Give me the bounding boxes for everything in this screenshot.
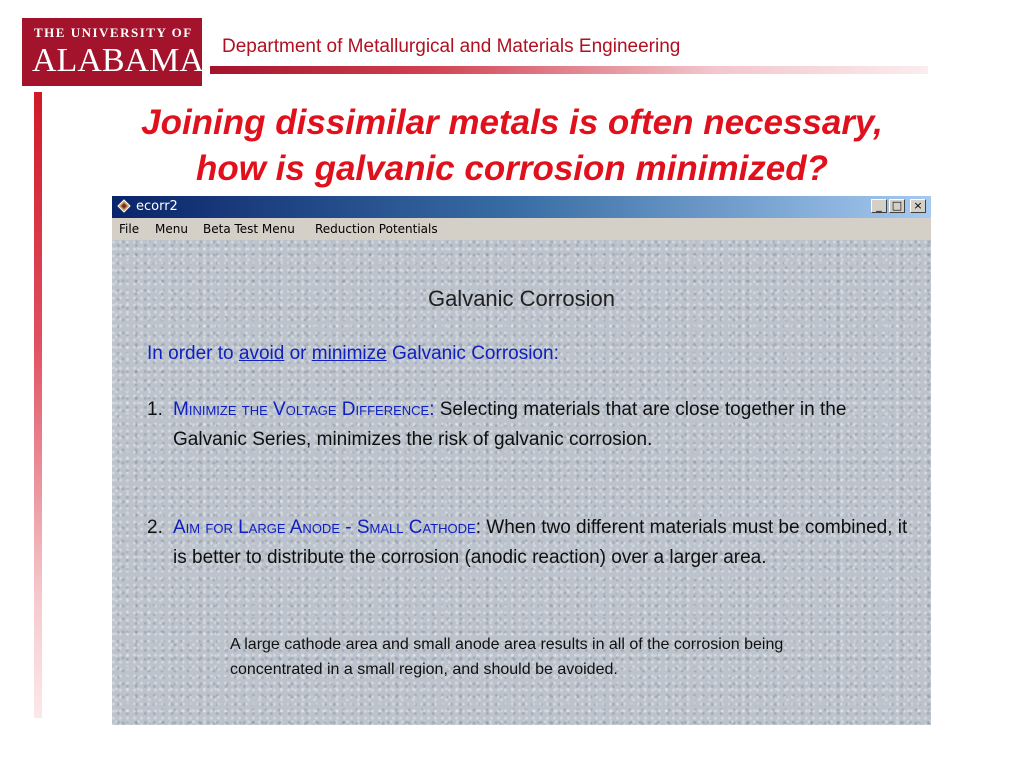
menu-reduction-potentials[interactable]: Reduction Potentials bbox=[315, 222, 438, 236]
intro-line bbox=[147, 343, 559, 365]
item-1-number: 1. bbox=[147, 399, 163, 420]
university-logo bbox=[22, 18, 202, 86]
window-content bbox=[112, 240, 931, 725]
intro-or: or bbox=[284, 343, 312, 364]
intro-avoid-link[interactable]: avoid bbox=[238, 343, 285, 364]
menu-menu[interactable]: Menu bbox=[155, 222, 188, 236]
app-window bbox=[112, 196, 931, 725]
item-1-text: Selecting materials that are close together in the Galvanic Series, minimizes the risk of galvanic corrosion. bbox=[173, 399, 847, 450]
item-2-body bbox=[173, 513, 917, 573]
item-2-text: When two different materials must be combined, it is better to distribute the corrosion (anodic reaction) over a larger area. bbox=[173, 517, 908, 568]
logo-big-text: ALABAMA bbox=[32, 42, 204, 79]
item-2-colon: : bbox=[475, 517, 481, 538]
slide-title-line-2: how is galvanic corrosion minimized? bbox=[195, 149, 829, 188]
slide-title bbox=[60, 100, 964, 192]
list-item-1 bbox=[147, 395, 917, 455]
window-titlebar[interactable] bbox=[112, 196, 931, 218]
app-icon bbox=[117, 199, 131, 213]
department-name: Department of Metallurgical and Materials Engineering bbox=[222, 36, 681, 57]
side-divider bbox=[34, 92, 42, 718]
intro-pre: In order to bbox=[147, 343, 239, 364]
maximize-button[interactable]: □ bbox=[889, 199, 905, 213]
item-1-heading: Minimize the Voltage Difference: bbox=[173, 399, 435, 420]
logo-small-text: THE UNIVERSITY OF bbox=[34, 25, 193, 40]
close-button[interactable]: × bbox=[910, 199, 926, 213]
slide-title-line-1: Joining dissimilar metals is often necessary, bbox=[141, 103, 883, 142]
minimize-button[interactable]: _ bbox=[871, 199, 887, 213]
window-title: ecorr2 bbox=[136, 199, 178, 214]
menu-file[interactable]: File bbox=[119, 222, 140, 236]
header-divider bbox=[210, 66, 928, 74]
intro-minimize-link[interactable]: minimize bbox=[311, 343, 387, 364]
intro-post: Galvanic Corrosion: bbox=[386, 343, 559, 364]
item-2-heading: Aim for Large Anode - Small Cathode bbox=[173, 517, 476, 538]
list-item-2 bbox=[147, 513, 917, 573]
menu-bar bbox=[112, 218, 931, 240]
item-2-number: 2. bbox=[147, 517, 163, 538]
menu-beta-test[interactable]: Beta Test Menu bbox=[203, 222, 295, 236]
note-text: A large cathode area and small anode area results in all of the corrosion being concentrated in a small region, and should be avoided. bbox=[230, 636, 784, 678]
content-heading: Galvanic Corrosion bbox=[427, 286, 616, 311]
item-1-body bbox=[173, 395, 917, 455]
